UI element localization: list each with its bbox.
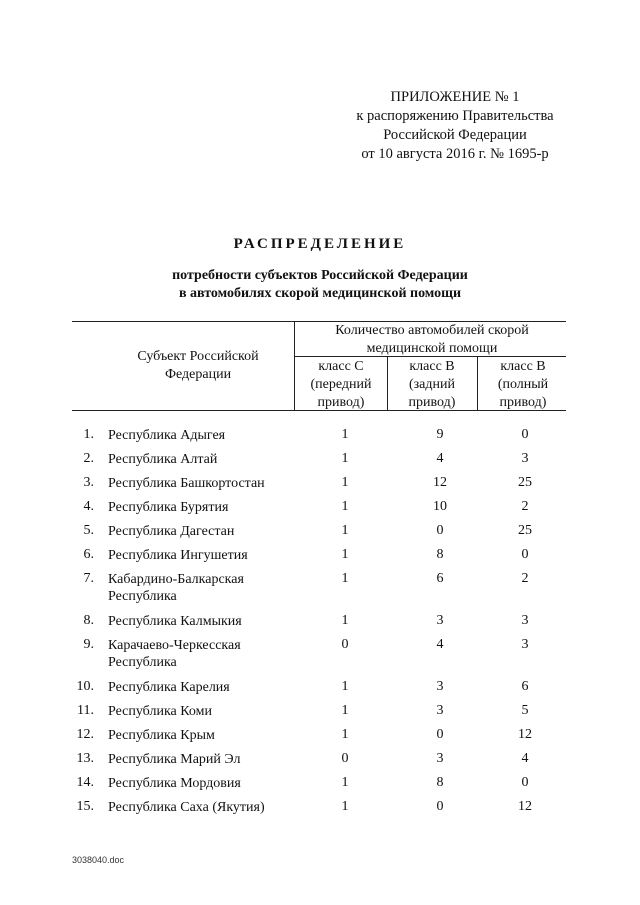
- table-row: [0, 703, 640, 727]
- row-class-c-front: 1: [341, 727, 349, 742]
- row-class-c-front: 1: [341, 613, 349, 628]
- table-row: [0, 571, 640, 613]
- row-number: 4.: [83, 499, 94, 514]
- row-class-b-full: 3: [521, 613, 529, 628]
- header-class-b-rear: класс В (задний привод): [408, 359, 456, 410]
- row-subject-name: Карачаево-Черкесская Республика: [108, 638, 241, 670]
- row-subject-name: Республика Ингушетия: [108, 548, 248, 563]
- header-class-b-full: класс В (полный привод): [497, 359, 549, 410]
- row-number: 2.: [83, 451, 94, 466]
- row-class-c-front: 1: [341, 775, 349, 790]
- row-subject-name: Республика Адыгея: [108, 428, 226, 443]
- row-subject-name: Республика Саха (Якутия): [108, 800, 265, 815]
- row-class-b-full: 3: [521, 637, 529, 652]
- row-subject-name: Республика Мордовия: [108, 776, 241, 791]
- row-subject-name: Республика Алтай: [108, 452, 218, 467]
- row-class-b-full: 6: [521, 679, 529, 694]
- row-class-c-front: 1: [341, 499, 349, 514]
- header-group-count: Количество автомобилей скорой медицинской помощи: [335, 323, 529, 356]
- row-number: 12.: [76, 727, 94, 742]
- annex-line-order: к распоряжению Правительства: [356, 108, 554, 124]
- row-class-b-rear: 0: [436, 727, 444, 742]
- row-class-b-full: 12: [518, 727, 532, 742]
- row-class-c-front: 1: [341, 679, 349, 694]
- row-class-b-rear: 12: [433, 475, 447, 490]
- row-class-b-rear: 10: [433, 499, 447, 514]
- header-class-c-front: класс С (передний привод): [310, 359, 372, 410]
- row-number: 10.: [76, 679, 94, 694]
- row-class-b-full: 2: [521, 571, 529, 586]
- row-class-b-rear: 6: [436, 571, 444, 586]
- row-subject-name: Республика Карелия: [108, 680, 230, 695]
- row-subject-name: Республика Бурятия: [108, 500, 229, 515]
- table-row: [0, 751, 640, 775]
- table-vertical-divider: [477, 356, 478, 410]
- table-row: [0, 427, 640, 451]
- table-row: [0, 523, 640, 547]
- row-class-b-full: 0: [521, 547, 529, 562]
- row-number: 15.: [76, 799, 94, 814]
- row-number: 14.: [76, 775, 94, 790]
- row-class-c-front: 0: [341, 751, 349, 766]
- row-class-b-rear: 3: [436, 703, 444, 718]
- row-class-b-rear: 3: [436, 679, 444, 694]
- row-subject-name: Республика Башкортостан: [108, 476, 265, 491]
- row-class-c-front: 0: [341, 637, 349, 652]
- row-class-b-full: 25: [518, 523, 532, 538]
- annex-title: ПРИЛОЖЕНИЕ № 1: [390, 89, 520, 105]
- row-number: 11.: [77, 703, 94, 718]
- table-vertical-divider: [294, 321, 295, 410]
- row-class-b-rear: 8: [436, 547, 444, 562]
- row-class-c-front: 1: [341, 475, 349, 490]
- row-number: 6.: [83, 547, 94, 562]
- row-class-b-rear: 0: [436, 523, 444, 538]
- table-row: [0, 727, 640, 751]
- header-subject: Субъект Российской Федерации: [137, 349, 259, 382]
- row-class-c-front: 1: [341, 571, 349, 586]
- document-subtitle-2: в автомобилях скорой медицинской помощи: [178, 286, 462, 301]
- document-heading: РАСПРЕДЕЛЕНИЕ: [233, 236, 407, 252]
- row-subject-name: Республика Марий Эл: [108, 752, 241, 767]
- row-number: 7.: [83, 571, 94, 586]
- row-class-b-full: 12: [518, 799, 532, 814]
- table-row: [0, 451, 640, 475]
- row-subject-name: Республика Дагестан: [108, 524, 235, 539]
- annex-line-federation: Российской Федерации: [383, 127, 527, 143]
- document-subtitle-1: потребности субъектов Российской Федерации: [172, 268, 468, 283]
- table-row: [0, 679, 640, 703]
- row-class-c-front: 1: [341, 547, 349, 562]
- table-row: [0, 499, 640, 523]
- annex-line-date: от 10 августа 2016 г. № 1695-р: [361, 146, 549, 162]
- row-class-b-full: 2: [521, 499, 529, 514]
- row-class-b-rear: 8: [436, 775, 444, 790]
- row-class-b-full: 0: [521, 427, 529, 442]
- row-class-b-rear: 0: [436, 799, 444, 814]
- table-row: [0, 799, 640, 823]
- row-class-b-rear: 4: [436, 637, 444, 652]
- table-row: [0, 775, 640, 799]
- row-class-b-full: 5: [521, 703, 529, 718]
- table-row: [0, 547, 640, 571]
- row-class-b-full: 0: [521, 775, 529, 790]
- row-class-c-front: 1: [341, 799, 349, 814]
- table-row: [0, 637, 640, 679]
- document-title-block: [0, 236, 640, 303]
- row-class-c-front: 1: [341, 523, 349, 538]
- row-subject-name: Республика Крым: [108, 728, 215, 743]
- row-class-c-front: 1: [341, 451, 349, 466]
- row-class-c-front: 1: [341, 427, 349, 442]
- row-number: 8.: [83, 613, 94, 628]
- document-id: 3038040.doc: [72, 855, 125, 865]
- row-class-b-full: 4: [521, 751, 529, 766]
- row-class-b-rear: 4: [436, 451, 444, 466]
- row-class-b-rear: 9: [436, 427, 444, 442]
- table-vertical-divider: [387, 356, 388, 410]
- row-subject-name: Республика Калмыкия: [108, 614, 242, 629]
- row-class-b-full: 25: [518, 475, 532, 490]
- row-subject-name: Республика Коми: [108, 704, 212, 719]
- table-row: [0, 613, 640, 637]
- row-class-b-full: 3: [521, 451, 529, 466]
- row-number: 9.: [83, 637, 94, 652]
- row-class-b-rear: 3: [436, 751, 444, 766]
- row-number: 5.: [83, 523, 94, 538]
- table-body: [0, 427, 640, 823]
- table-row: [0, 475, 640, 499]
- row-number: 1.: [83, 427, 94, 442]
- row-class-b-rear: 3: [436, 613, 444, 628]
- annex-block: [330, 88, 580, 164]
- row-subject-name: Кабардино-Балкарская Республика: [108, 572, 244, 604]
- row-number: 13.: [76, 751, 94, 766]
- row-class-c-front: 1: [341, 703, 349, 718]
- row-number: 3.: [83, 475, 94, 490]
